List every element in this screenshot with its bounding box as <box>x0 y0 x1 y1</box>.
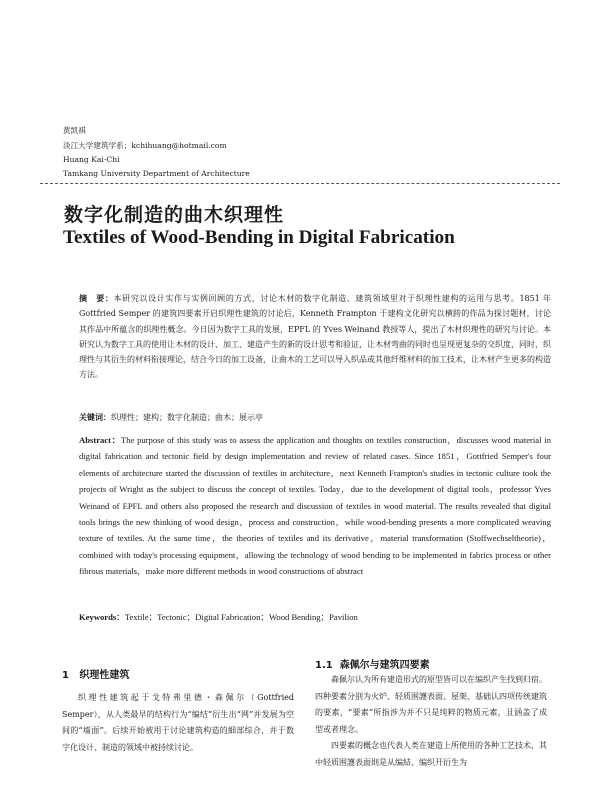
title-zh: 数字化制造的曲木织理性 <box>64 204 285 226</box>
keywords-en-text: Textile；Tectonic；Digital Fabrication；Wood Bending；Pavilion <box>124 612 358 622</box>
abstract-zh-text: 本研究以设计实作与实例回顾的方式，讨论木材的数字化制造、建筑领域里对于织理性建构的运用与思考。1851 年 Gottfried Semper 的建筑四要素开启织理性建筑的讨论后，Kenneth Frampton 于建构文化研究以横跨的作品为探讨题材，讨论其作品中所蕴含的织理性概念。今日因为数字工具的发展，EPFL 的 Yves Weinand 教授等人，提出了木材织理性的研究与讨论。本研究认为数字工具的使用让木材的设计、加工、建造产生的新的设计思考和验证，让木材弯曲的同时也呈现更复杂的交织度，同时，织理性与其衍生的材料衔接理论，结合今日的加工设备，让曲木的工艺可以导入织品或其他纤维材料的加工技术，让木材产生更多的构造方法。 <box>79 294 551 380</box>
section-1-heading <box>62 666 129 681</box>
section-1-1-number: 1.1 <box>315 660 333 671</box>
keywords-en <box>79 611 358 623</box>
section-1-title: 织理性建筑 <box>79 670 130 681</box>
abstract-zh <box>79 291 551 383</box>
author-affiliation-en: Tamkang University Department of Architecture <box>63 169 250 178</box>
section-1-number: 1 <box>62 670 69 681</box>
keywords-en-label: Keywords： <box>79 612 125 622</box>
section-1-1-heading <box>315 656 430 671</box>
title-en: Textiles of Wood-Bending in Digital Fabrication <box>63 227 455 248</box>
abstract-en <box>79 432 551 580</box>
section-1-1-body <box>315 672 547 771</box>
abstract-zh-label: 摘 要： <box>79 293 114 303</box>
author-affiliation-email: 淡江大学建筑学系；kchihuang@hotmail.com <box>63 141 227 150</box>
abstract-en-text: The purpose of this study was to assess the application and thoughts on textiles construction，discusses wood material in digital fabrication and tectonic field by design implementation and review of related cases. Since 1851，Gottfried Semper's four elements of architecture started the discussion of textiles in architecture，next Kenneth Frampton's studies in tectonic culture took the projects of Wright as the subject to discuss the concept of textiles. Today，due to the development of digital tools，professor Yves Weinand of EPFL and others also proposed the research and discussion of textiles in wood material. The results revealed that digital tools brings the new thinking of wood design，process and construction，while wood-bending presents a more complicated weaving texture of textiles. At the same time，the theories of textiles and its derivative，material transformation (Stoffwechseltheorie)，combined with today's processing equipment，allowing the technology of wood bending to be implemented in fabrics process or other fibrous materials，make more different methods in wood constructions of abstract <box>79 435 551 577</box>
keywords-zh-text: 织理性；建构；数字化制造；曲木；展示亭 <box>111 413 263 422</box>
section-1-body <box>62 690 294 756</box>
section-1-1-paragraph-1: 森佩尔认为所有建造形式的原型皆可以在编织产生找到归宿。四种要素分别为火炉、轻质围護表面、屋架、基础认四项传统建筑的要素，“要素”所指涉为并不只是纯粹的物质元素，且涵盖了成型或者理念。 <box>315 675 547 734</box>
keywords-zh-label: 关键词： <box>79 412 111 422</box>
header-divider <box>40 183 560 184</box>
keywords-zh <box>79 412 263 423</box>
author-name-zh: 黄凯祺 <box>63 126 86 135</box>
section-1-paragraph: 织理性建筑起于戈特弗里德・森佩尔（Gottfried Semper），从人类最早的结构行为“编结”衍生出“网”并发展为空间的“墙面”。后续开始被用于讨论建筑构造的細部综合，并于数字化设计、制造的领域中被持续讨论。 <box>62 693 294 752</box>
section-1-1-title: 森佩尔与建筑四要素 <box>339 660 430 671</box>
abstract-en-label: Abstract： <box>79 435 121 445</box>
author-name-en: Huang Kai-Chi <box>63 155 120 164</box>
section-1-1-paragraph-2: 四要素的概念也代表人类在建造上所使用的各种工艺技术，其中轻质围護表面則是从编結、编织开衍生为 <box>315 741 547 767</box>
